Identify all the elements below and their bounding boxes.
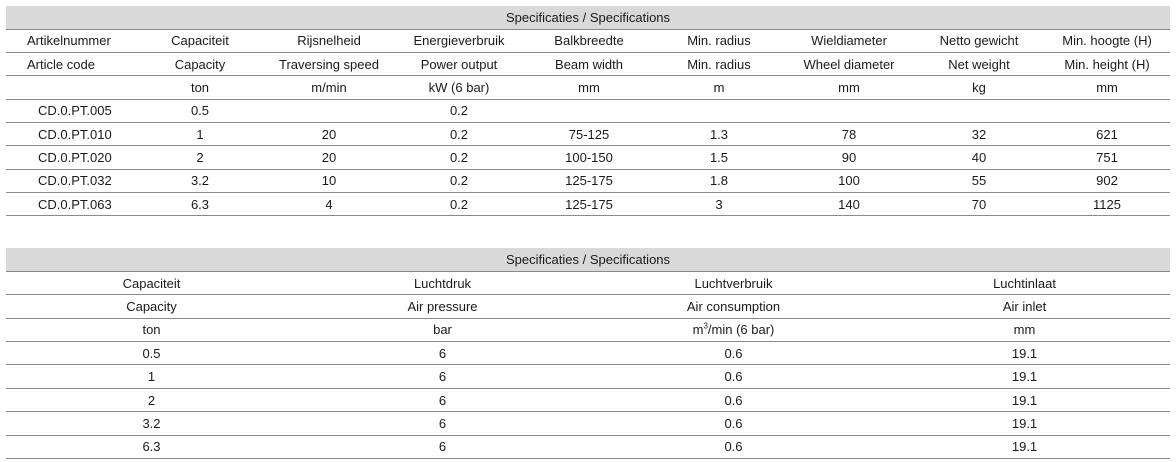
header-en-speed: Traversing speed bbox=[264, 53, 394, 76]
header-en-beam-width: Beam width bbox=[524, 53, 654, 76]
cell-power: 0.2 bbox=[394, 146, 524, 169]
cell-air-inlet: 19.1 bbox=[879, 435, 1170, 458]
table-row bbox=[6, 342, 1170, 365]
table-row bbox=[6, 388, 1170, 411]
header-nl-capacity: Capaciteit bbox=[136, 29, 264, 52]
cell-beam-width: 75-125 bbox=[524, 122, 654, 145]
table-row bbox=[6, 99, 1170, 122]
cell-air-inlet: 19.1 bbox=[879, 342, 1170, 365]
unit-wheel-diameter: mm bbox=[784, 76, 914, 99]
header-en-air-consumption: Air consumption bbox=[588, 295, 879, 318]
cell-article-code: CD.0.PT.005 bbox=[6, 99, 136, 122]
unit-per-min: /min (6 bar) bbox=[707, 322, 775, 338]
cell-power: 0.2 bbox=[394, 99, 524, 122]
cell-net-weight: 55 bbox=[914, 169, 1044, 192]
cell-air-consumption: 0.6 bbox=[588, 365, 879, 388]
header-en-min-radius: Min. radius bbox=[654, 53, 784, 76]
table-1-caption: Specificaties / Specifications bbox=[6, 6, 1170, 29]
table-row bbox=[6, 192, 1170, 215]
header-nl-min-radius: Min. radius bbox=[654, 29, 784, 52]
header-en-wheel-diameter: Wheel diameter bbox=[784, 53, 914, 76]
header-nl-air-pressure: Luchtdruk bbox=[297, 271, 588, 294]
cell-beam-width: 100-150 bbox=[524, 146, 654, 169]
unit-min-radius: m bbox=[654, 76, 784, 99]
table-2-header-row-english bbox=[6, 295, 1170, 318]
header-nl-air-inlet: Luchtinlaat bbox=[879, 271, 1170, 294]
cell-min-height: 621 bbox=[1044, 122, 1170, 145]
cell-speed: 10 bbox=[264, 169, 394, 192]
cell-capacity: 3.2 bbox=[136, 169, 264, 192]
table-2-caption: Specificaties / Specifications bbox=[6, 248, 1170, 271]
cell-min-height bbox=[1044, 99, 1170, 122]
cell-power: 0.2 bbox=[394, 192, 524, 215]
cell-min-height: 1125 bbox=[1044, 192, 1170, 215]
header-en-min-height: Min. height (H) bbox=[1044, 53, 1170, 76]
cell-air-pressure: 6 bbox=[297, 412, 588, 435]
cell-air-pressure: 6 bbox=[297, 365, 588, 388]
table-2-body bbox=[6, 248, 1170, 459]
header-en-air-pressure: Air pressure bbox=[297, 295, 588, 318]
cell-air-pressure: 6 bbox=[297, 388, 588, 411]
table-row bbox=[6, 365, 1170, 388]
unit-m3-base: m bbox=[692, 322, 704, 338]
cell-net-weight: 32 bbox=[914, 122, 1044, 145]
cell-beam-width: 125-175 bbox=[524, 169, 654, 192]
header-en-air-inlet: Air inlet bbox=[879, 295, 1170, 318]
unit-air-pressure: bar bbox=[297, 318, 588, 341]
cell-air-inlet: 19.1 bbox=[879, 388, 1170, 411]
table-row bbox=[6, 412, 1170, 435]
cell-min-height: 902 bbox=[1044, 169, 1170, 192]
unit-article-code bbox=[6, 76, 136, 99]
cell-wheel-diameter bbox=[784, 99, 914, 122]
header-nl-net-weight: Netto gewicht bbox=[914, 29, 1044, 52]
cell-capacity: 1 bbox=[6, 365, 297, 388]
unit-air-inlet: mm bbox=[879, 318, 1170, 341]
table-2-header-row-dutch bbox=[6, 271, 1170, 294]
cell-wheel-diameter: 78 bbox=[784, 122, 914, 145]
cell-air-consumption: 0.6 bbox=[588, 435, 879, 458]
cell-min-radius: 1.5 bbox=[654, 146, 784, 169]
unit-m3-exponent: 3 bbox=[703, 322, 708, 332]
cell-net-weight bbox=[914, 99, 1044, 122]
cell-beam-width bbox=[524, 99, 654, 122]
table-1-units-row bbox=[6, 76, 1170, 99]
table-row bbox=[6, 435, 1170, 458]
cell-air-consumption: 0.6 bbox=[588, 412, 879, 435]
cell-article-code: CD.0.PT.020 bbox=[6, 146, 136, 169]
header-en-power: Power output bbox=[394, 53, 524, 76]
cell-capacity: 2 bbox=[6, 388, 297, 411]
header-en-article-code: Article code bbox=[6, 53, 136, 76]
cell-air-inlet: 19.1 bbox=[879, 365, 1170, 388]
unit-min-height: mm bbox=[1044, 76, 1170, 99]
cell-air-pressure: 6 bbox=[297, 342, 588, 365]
cell-capacity: 6.3 bbox=[136, 192, 264, 215]
cell-wheel-diameter: 100 bbox=[784, 169, 914, 192]
unit-air-consumption bbox=[588, 318, 879, 341]
unit-beam-width: mm bbox=[524, 76, 654, 99]
header-nl-speed: Rijsnelheid bbox=[264, 29, 394, 52]
cell-speed bbox=[264, 99, 394, 122]
cell-air-inlet: 19.1 bbox=[879, 412, 1170, 435]
table-1-header-row-dutch bbox=[6, 29, 1170, 52]
unit-power: kW (6 bar) bbox=[394, 76, 524, 99]
cell-capacity: 0.5 bbox=[6, 342, 297, 365]
specifications-table-2 bbox=[6, 248, 1170, 459]
header-nl-beam-width: Balkbreedte bbox=[524, 29, 654, 52]
table-row bbox=[6, 169, 1170, 192]
unit-capacity: ton bbox=[6, 318, 297, 341]
header-en-capacity: Capacity bbox=[136, 53, 264, 76]
table-row bbox=[6, 146, 1170, 169]
cell-net-weight: 40 bbox=[914, 146, 1044, 169]
unit-net-weight: kg bbox=[914, 76, 1044, 99]
header-en-capacity: Capacity bbox=[6, 295, 297, 318]
cell-article-code: CD.0.PT.032 bbox=[6, 169, 136, 192]
cell-article-code: CD.0.PT.063 bbox=[6, 192, 136, 215]
cell-capacity: 0.5 bbox=[136, 99, 264, 122]
cell-speed: 20 bbox=[264, 122, 394, 145]
header-nl-min-height: Min. hoogte (H) bbox=[1044, 29, 1170, 52]
cell-air-consumption: 0.6 bbox=[588, 388, 879, 411]
cell-capacity: 6.3 bbox=[6, 435, 297, 458]
cell-speed: 20 bbox=[264, 146, 394, 169]
cell-min-radius: 1.3 bbox=[654, 122, 784, 145]
cell-net-weight: 70 bbox=[914, 192, 1044, 215]
cell-capacity: 3.2 bbox=[6, 412, 297, 435]
cell-article-code: CD.0.PT.010 bbox=[6, 122, 136, 145]
cell-min-radius bbox=[654, 99, 784, 122]
cell-wheel-diameter: 140 bbox=[784, 192, 914, 215]
table-row bbox=[6, 122, 1170, 145]
unit-capacity: ton bbox=[136, 76, 264, 99]
cell-air-pressure: 6 bbox=[297, 435, 588, 458]
specifications-table-1 bbox=[6, 6, 1170, 216]
header-nl-energy: Energieverbruik bbox=[394, 29, 524, 52]
unit-speed: m/min bbox=[264, 76, 394, 99]
cell-power: 0.2 bbox=[394, 122, 524, 145]
cell-beam-width: 125-175 bbox=[524, 192, 654, 215]
cell-min-radius: 3 bbox=[654, 192, 784, 215]
table-1-body bbox=[6, 6, 1170, 216]
cell-capacity: 1 bbox=[136, 122, 264, 145]
cell-min-radius: 1.8 bbox=[654, 169, 784, 192]
cell-air-consumption: 0.6 bbox=[588, 342, 879, 365]
table-1-caption-row bbox=[6, 6, 1170, 29]
table-1-header-row-english bbox=[6, 53, 1170, 76]
header-en-net-weight: Net weight bbox=[914, 53, 1044, 76]
header-nl-air-consumption: Luchtverbruik bbox=[588, 271, 879, 294]
table-2-caption-row bbox=[6, 248, 1170, 271]
header-nl-capacity: Capaciteit bbox=[6, 271, 297, 294]
cell-wheel-diameter: 90 bbox=[784, 146, 914, 169]
cell-speed: 4 bbox=[264, 192, 394, 215]
cell-power: 0.2 bbox=[394, 169, 524, 192]
cell-min-height: 751 bbox=[1044, 146, 1170, 169]
table-2-units-row bbox=[6, 318, 1170, 341]
cell-capacity: 2 bbox=[136, 146, 264, 169]
header-nl-article-number: Artikelnummer bbox=[6, 29, 136, 52]
header-nl-wheel-diameter: Wieldiameter bbox=[784, 29, 914, 52]
